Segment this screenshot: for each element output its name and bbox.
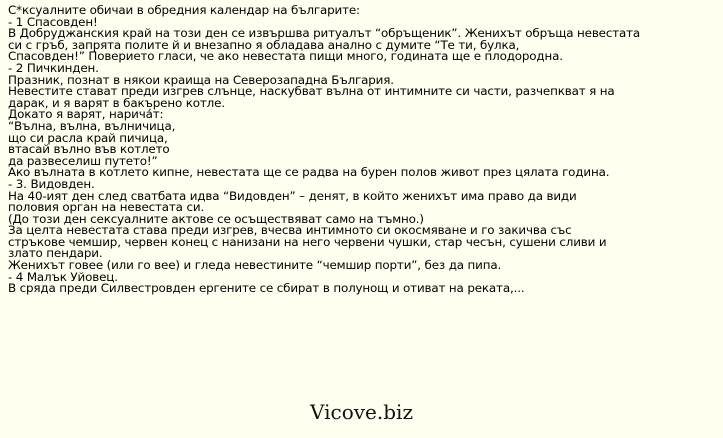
section-heading-4: - 4 Малък Уйовец. [8, 269, 118, 284]
article-line: Ако вълната в котлето кипне, невестата ще се радва на бурен полов живот през цялата година. [8, 165, 610, 180]
verse-line: да развеселиш путето!” [8, 153, 158, 168]
article-line: На 40-ият ден след сватбата идва “Видовден” – денят, в който женихът има право да види [8, 188, 577, 203]
article-text [8, 5, 718, 295]
article-line: (До този ден сексуалните актове се осъществяват само на тъмно.) [8, 211, 424, 226]
section-heading-1: - 1 Спасовден! [8, 14, 98, 29]
article-line: За целта невестата става преди изгрев, вчесва интимното си окосмяване и го закичва със [8, 223, 572, 238]
site-watermark: Vicove.biz [310, 400, 413, 424]
article-title: С*ксуалните обичаи в обредния календар на българите: [8, 3, 360, 17]
verse-line: що си расла край пичица, [8, 130, 168, 145]
verse-line: “Вълна, вълна, вълничица, [8, 118, 176, 133]
article-line: Невестите стават преди изгрев слънце, наскубват вълна от интимните си части, разчепкват я на [8, 84, 615, 99]
article-line: стръкове чемшир, червен конец с нанизани на него червени чушки, стар чесън, сушени сливи и [8, 234, 607, 249]
verse-line: втасай вълно във котлето [8, 142, 170, 157]
article-line: злато пендари. [8, 246, 103, 261]
article-line: половия орган на невестата си. [8, 200, 205, 215]
section-heading-3: - 3. Видовден. [8, 176, 95, 191]
article-line: Докато я варят, нарича́т: [8, 107, 164, 122]
article-line: си с гръб, запрята полите й и внезапно я обладава анално с думите “Те ти, булка, [8, 37, 520, 52]
section-heading-2: - 2 Пичкинден. [8, 60, 99, 75]
article-line: В сряда преди Силвестровден ергените се сбират в полунощ и отиват на реката,... [8, 281, 525, 296]
article-line: Женихът говее (или го вее) и гледа невестините “чемшир порти”, без да пипа. [8, 258, 502, 273]
article-line: Празник, познат в някои краища на Северозападна България. [8, 72, 394, 87]
article-line: Спасовден!” Поверието гласи, че ако невестата пищи много, годината ще е плодородна. [8, 49, 563, 64]
article-line: дарак, и я варят в бакърено котле. [8, 95, 225, 110]
article-line: В Добруджанския край на този ден се извършва ритуалът “обръщеник”. Женихът обръща невестата [8, 26, 641, 41]
